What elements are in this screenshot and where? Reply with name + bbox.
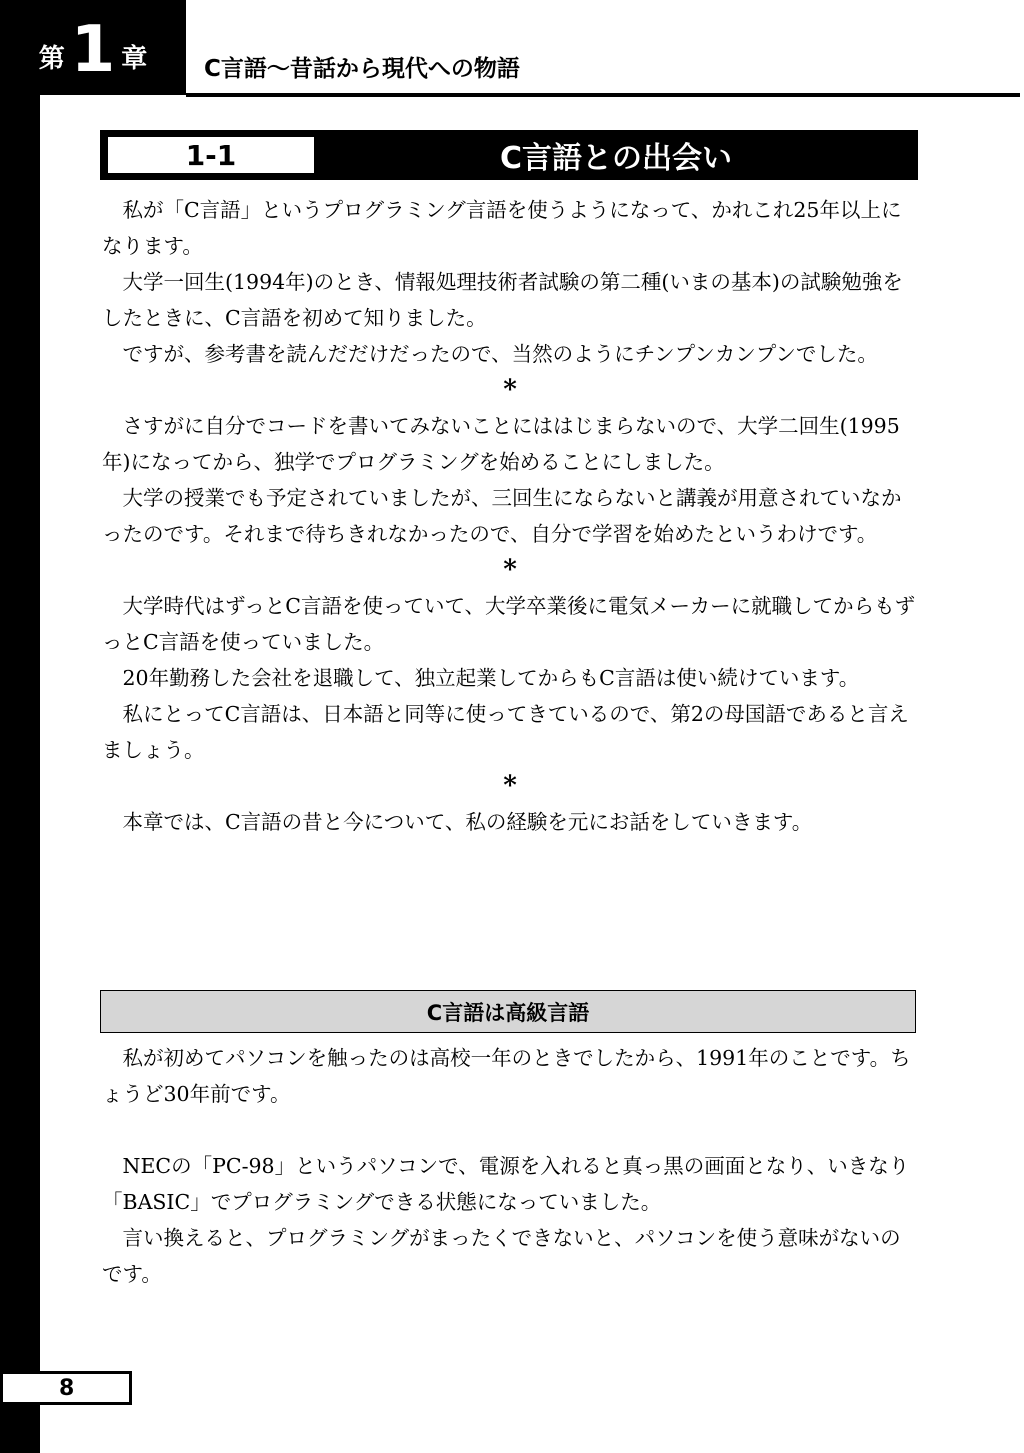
left-margin-bar <box>0 0 40 1453</box>
section-divider-asterisk: * <box>503 555 517 585</box>
section-divider-asterisk: * <box>503 771 517 801</box>
chapter-tab <box>0 0 186 95</box>
paragraph: NECの「PC-98」というパソコンで、電源を入れると真っ黒の画面となり、いきなり「BASIC」でプログラミングできる状態になっていました。 <box>102 1154 910 1214</box>
paragraph: 私が初めてパソコンを触ったのは高校一年のときでしたから、1991年のことです。ちょうど30年前です。 <box>102 1046 911 1106</box>
paragraph: ですが、参考書を読んだだけだったので、当然のようにチンプンカンプンでした。 <box>122 342 878 366</box>
paragraph: 大学時代はずっとC言語を使っていて、大学卒業後に電気メーカーに就職してからもずっとC言語を使っていました。 <box>102 594 916 654</box>
paragraph: 本章では、C言語の昔と今について、私の経験を元にお話をしていきます。 <box>122 810 813 834</box>
blank-line <box>102 1112 918 1148</box>
section-heading <box>100 130 918 180</box>
paragraph: さすがに自分でコードを書いてみないことにははじまらないので、大学二回生(1995年)になってから、独学でプログラミングを始めることにしました。 <box>102 414 900 474</box>
chapter-suffix: 章 <box>121 44 148 74</box>
subsection-body <box>102 1040 918 1292</box>
paragraph: 言い換えると、プログラミングがまったくできないと、パソコンを使う意味がないのです。 <box>102 1226 901 1286</box>
page-number: 8 <box>0 1371 132 1405</box>
section-number: 1-1 <box>108 137 314 173</box>
chapter-prefix: 第 <box>38 44 65 74</box>
subsection-heading: C言語は高級言語 <box>100 990 916 1033</box>
section-body <box>102 192 918 840</box>
paragraph: 20年勤務した会社を退職して、独立起業してからもC言語は使い続けています。 <box>122 666 860 690</box>
chapter-title: C言語〜昔話から現代への物語 <box>204 56 520 82</box>
paragraph: 私にとってC言語は、日本語と同等に使ってきているので、第2の母国語であると言えましょう。 <box>102 702 909 762</box>
section-title: C言語との出会い <box>499 141 733 176</box>
header-rule <box>186 93 1020 97</box>
section-divider-asterisk: * <box>503 375 517 405</box>
paragraph: 私が「C言語」というプログラミング言語を使うようになって、かれこれ25年以上になります。 <box>102 198 902 258</box>
paragraph: 大学の授業でも予定されていましたが、三回生にならないと講義が用意されていなかったのです。それまで待ちきれなかったので、自分で学習を始めたというわけです。 <box>102 486 902 546</box>
chapter-number: 1 <box>70 12 116 87</box>
paragraph: 大学一回生(1994年)のとき、情報処理技術者試験の第二種(いまの基本)の試験勉強をしたときに、C言語を初めて知りました。 <box>102 270 903 330</box>
